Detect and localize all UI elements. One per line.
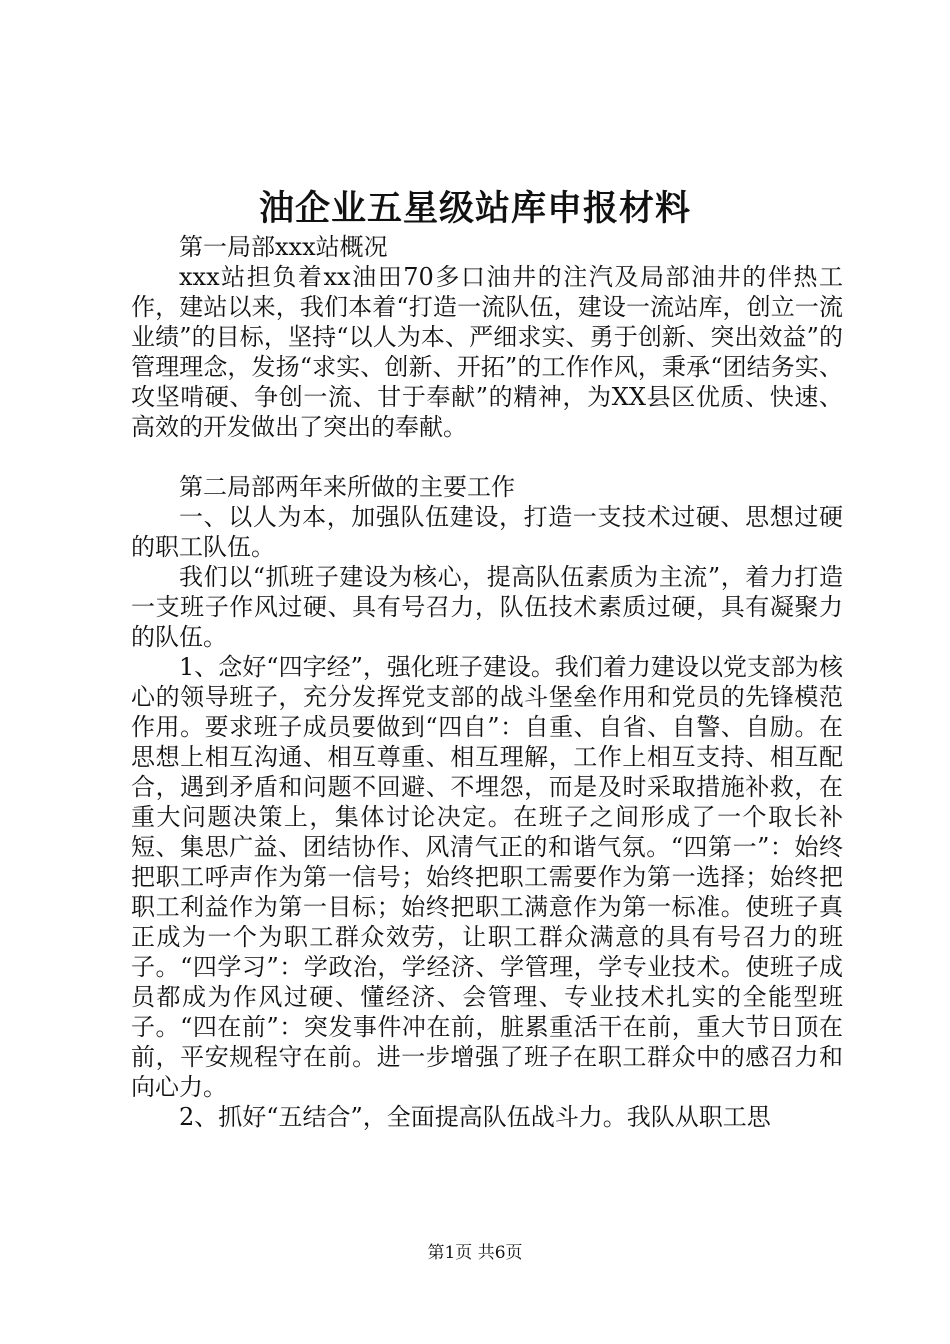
paragraph-intro: 我们以“抓班子建设为核心，提高队伍素质为主流”，着力打造一支班子作风过硬、具有号召力，队伍技术素质过硬，具有凝聚力的队伍。	[131, 563, 843, 651]
paragraph-overview: xxx站担负着xx油田70多口油井的注汽及局部油井的伴热工作，建站以来，我们本着“打造一流队伍，建设一流站库，创立一流业绩”的目标，坚持“以人为本、严细求实、勇于创新、突出效益”的管理理念，发扬“求实、创新、开拓”的工作作风，秉承“团结务实、攻坚啃硬、争创一流、甘于奉献”的精神，为XX县区优质、快速、高效的开发做出了突出的奉献。	[131, 263, 843, 441]
paragraph-point-1: 1、念好“四字经”，强化班子建设。我们着力建设以党支部为核心的领导班子，充分发挥党支部的战斗堡垒作用和党员的先锋模范作用。要求班子成员要做到“四自”：自重、自省、自警、自励。在思想上相互沟通、相互尊重、相互理解，工作上相互支持、相互配合，遇到矛盾和问题不回避、不埋怨，而是及时采取措施补救，在重大问题决策上，集体讨论决定。在班子之间形成了一个取长补短、集思广益、团结协作、风清气正的和谐气氛。“四第一”：始终把职工呼声作为第一信号；始终把职工需要作为第一选择；始终把职工利益作为第一目标；始终把职工满意作为第一标准。使班子真正成为一个为职工群众效劳，让职工群众满意的具有号召力的班子。“四学习”：学政治，学经济、学管理，学专业技术。使班子成员都成为作风过硬、懂经济、会管理、专业技术扎实的全能型班子。“四在前”：突发事件冲在前，脏累重活干在前，重大节日顶在前，平安规程守在前。进一步增强了班子在职工群众中的感召力和向心力。	[131, 653, 843, 1101]
section-heading-1: 第一局部xxx站概况	[179, 233, 388, 261]
page-footer: 第1页 共6页	[427, 1243, 523, 1263]
paragraph-point-2: 2、抓好“五结合”，全面提高队伍战斗力。我队从职工思	[179, 1103, 771, 1131]
paragraph-gap	[131, 442, 843, 472]
paragraph-item-1: 一、以人为本，加强队伍建设，打造一支技术过硬、思想过硬的职工队伍。	[131, 503, 843, 561]
document-body	[131, 232, 843, 1132]
document-title: 油企业五星级站库申报材料	[258, 188, 691, 229]
section-heading-2: 第二局部两年来所做的主要工作	[179, 473, 515, 501]
